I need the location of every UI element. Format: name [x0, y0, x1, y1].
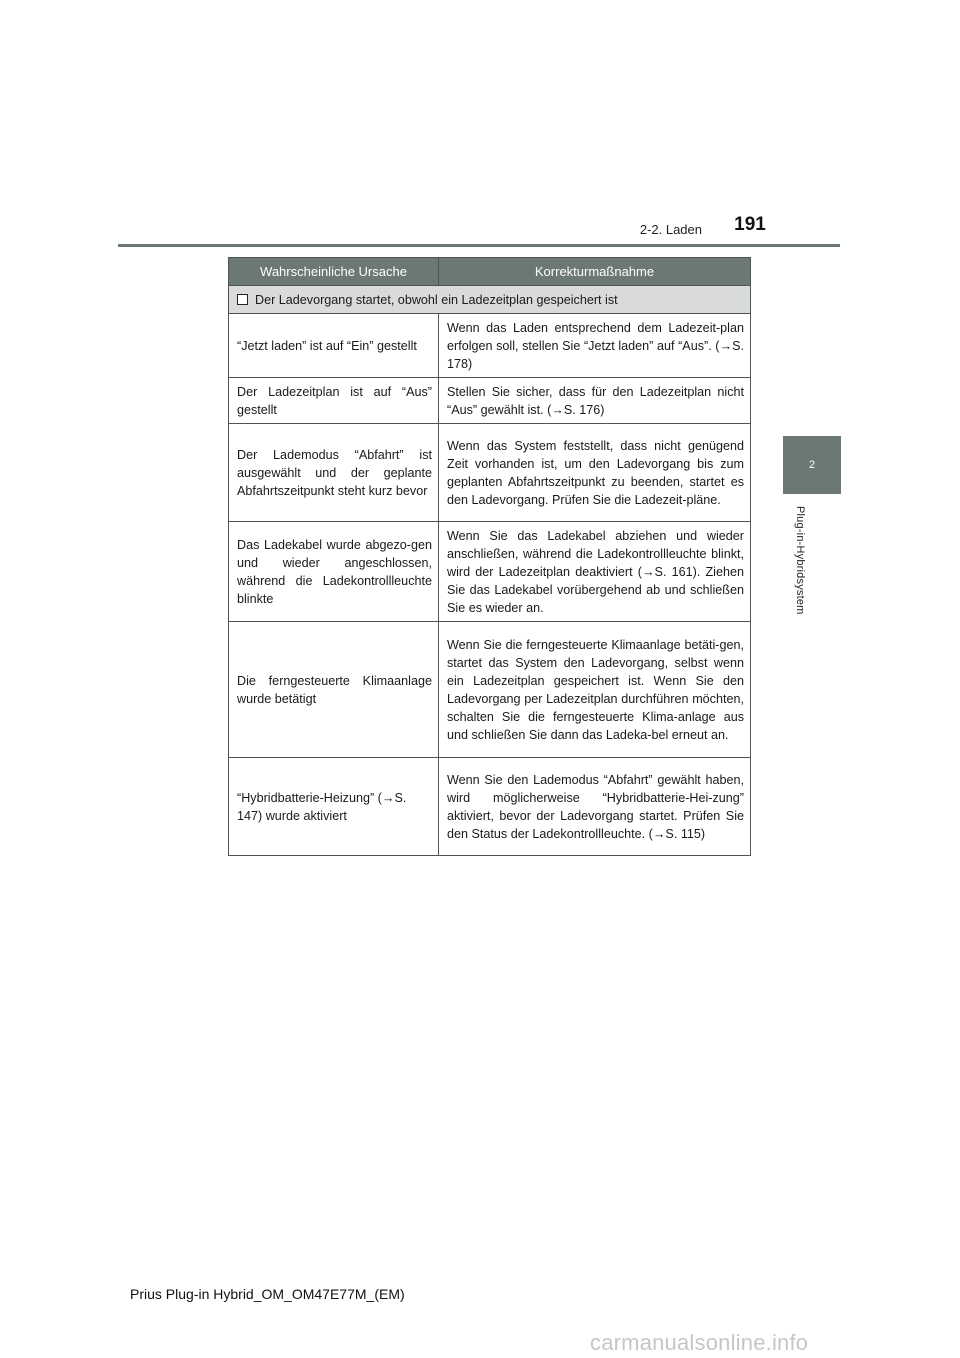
table-row: [229, 314, 751, 378]
table-row: [229, 378, 751, 424]
column-header-remedy: Korrekturmaßnahme: [439, 258, 751, 286]
group-title: Der Ladevorgang startet, obwohl ein Ladezeitplan gespeichert ist: [255, 293, 618, 307]
cause-cell: Der Lademodus “Abfahrt” ist ausgewählt und der geplante Abfahrtszeitpunkt steht kurz bevor: [229, 424, 439, 522]
table-row: [229, 758, 751, 856]
manual-id: Prius Plug-in Hybrid_OM_OM47E77M_(EM): [130, 1286, 405, 1302]
cause-cell: Die ferngesteuerte Klimaanlage wurde betätigt: [229, 622, 439, 758]
table-header-row: [229, 258, 751, 286]
remedy-cell: Wenn Sie die ferngesteuerte Klimaanlage betäti-gen, startet das System den Ladevorgang, selbst wenn ein Ladezeitplan gespeichert ist. Wenn Sie den Ladevorgang per Ladezeitplan durchführen möchten, schalten Sie die ferngesteuerte Klima-anlage aus und schließen Sie dann das Ladeka-bel erneut an.: [439, 622, 751, 758]
remedy-cell: Wenn Sie das Ladekabel abziehen und wieder anschließen, während die Ladekontrollleuchte blinkt, wird der Ladezeitplan deaktiviert (→S. 161). Ziehen Sie das Ladekabel vorübergehend ab und schließen Sie es wieder an.: [439, 522, 751, 622]
cause-cell: “Hybridbatterie-Heizung” (→S. 147) wurde aktiviert: [229, 758, 439, 856]
watermark: carmanualsonline.info: [590, 1330, 809, 1355]
chapter-number: 2: [808, 459, 816, 471]
cause-cell: “Jetzt laden” ist auf “Ein” gestellt: [229, 314, 439, 378]
header-divider: [118, 244, 840, 247]
table-row: [229, 424, 751, 522]
group-title-row: [229, 286, 751, 314]
remedy-cell: Wenn Sie den Lademodus “Abfahrt” gewählt haben, wird möglicherweise “Hybridbatterie-Hei-zung” aktiviert, bevor der Ladevorgang startet. Prüfen Sie den Status der Ladekontrollleuchte. (→S. 115): [439, 758, 751, 856]
table-row: [229, 522, 751, 622]
checkbox-icon: [237, 294, 248, 305]
table-row: [229, 622, 751, 758]
remedy-cell: Wenn das System feststellt, dass nicht genügend Zeit vorhanden ist, um den Ladevorgang bis zum geplanten Abfahrtszeitpunkt zu beenden, startet es den Ladevorgang. Prüfen Sie die Ladezeit-pläne.: [439, 424, 751, 522]
remedy-cell: Stellen Sie sicher, dass für den Ladezeitplan nicht “Aus” gewählt ist. (→S. 176): [439, 378, 751, 424]
cause-cell: Der Ladezeitplan ist auf “Aus” gestellt: [229, 378, 439, 424]
troubleshooting-table: [228, 257, 751, 856]
remedy-cell: Wenn das Laden entsprechend dem Ladezeit-plan erfolgen soll, stellen Sie “Jetzt laden” auf “Aus”. (→S. 178): [439, 314, 751, 378]
page-number: 191: [734, 214, 766, 235]
chapter-tab: [783, 436, 841, 494]
cause-cell: Das Ladekabel wurde abgezo-gen und wieder angeschlossen, während die Ladekontrollleuchte blinkte: [229, 522, 439, 622]
column-header-cause: Wahrscheinliche Ursache: [229, 258, 439, 286]
section-title: 2-2. Laden: [639, 222, 702, 237]
chapter-side-label: Plug-in-Hybridsystem: [794, 506, 806, 615]
group-title-cell: [229, 286, 751, 314]
